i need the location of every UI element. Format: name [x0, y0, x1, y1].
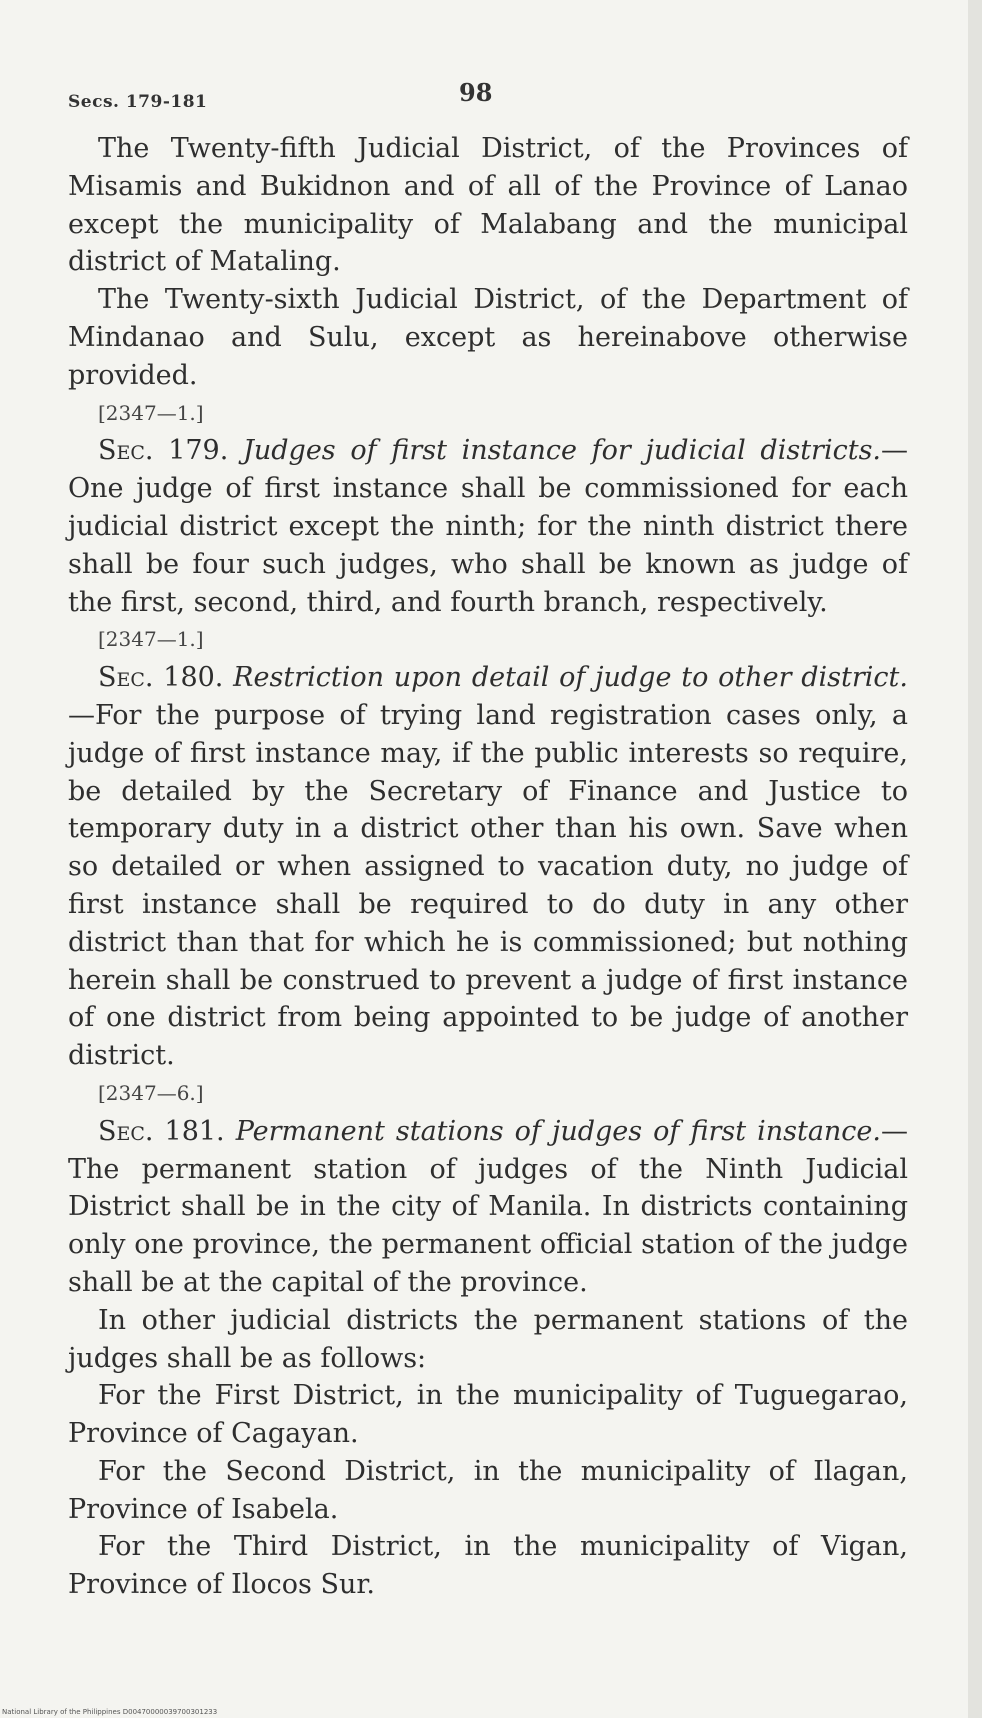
paragraph-twenty-sixth-district: The Twenty-sixth Judicial District, of the Department of Mindanao and Sulu, except as hereinabove otherwise provided. [68, 284, 908, 391]
paragraph-other-districts: In other judicial districts the permanent stations of the judges shall be as follows: [68, 1304, 908, 1374]
section-181 [68, 1113, 908, 1302]
section-text: —One judge of first instance shall be commissioned for each judicial district except the ninth; for the ninth district there shall be four such judges, who shall be known as judge of the first, second, third, and fourth branch, respectively. [68, 435, 909, 618]
paragraph-first-district: For the First District, in the municipality of Tuguegarao, Province of Cagayan. [68, 1380, 908, 1450]
running-head: Secs. 179-181 [68, 92, 208, 112]
section-180 [68, 659, 908, 1075]
section-179 [68, 432, 908, 621]
scan-credit: National Library of the Philippines D00470000039700301233 [2, 1708, 218, 1716]
page-body [68, 130, 908, 1604]
page-number: 98 [459, 78, 493, 107]
section-heading: Judges of first instance for judicial districts. [243, 435, 882, 467]
section-text: —For the purpose of trying land registration cases only, a judge of first instance may, if the public interests so require, be detailed by the Secretary of Finance and Justice to temporary duty in a district other than his own. Save when so detailed or when assigned to vacation duty, no judge of first instance shall be required to do duty in any other district than that for which he is commissioned; but nothing herein shall be construed to prevent a judge of first instance of one district from being appointed to be judge of another district. [68, 699, 908, 1072]
citation-reference: [2347—1.] [98, 627, 204, 652]
scan-edge [968, 0, 982, 1718]
section-text: —The permanent station of judges of the Ninth Judicial District shall be in the city of Manila. In districts containing only one province, the permanent official station of the judge shall be at the capital of the province. [68, 1115, 908, 1298]
citation-reference: [2347—6.] [98, 1080, 204, 1105]
paragraph-second-district: For the Second District, in the municipality of Ilagan, Province of Isabela. [68, 1455, 908, 1525]
paragraph-twenty-fifth-district: The Twenty-fifth Judicial District, of the Provinces of Misamis and Bukidnon and of all of the Province of Lanao except the municipality of Malabang and the municipal district of Mataling. [68, 133, 908, 278]
citation-reference: [2347—1.] [98, 400, 204, 425]
section-label: Sec. 180. [98, 662, 224, 694]
section-heading: Permanent stations of judges of first instance. [235, 1115, 881, 1147]
page-header [0, 70, 982, 120]
section-heading: Restriction upon detail of judge to other district. [233, 662, 908, 694]
section-label: Sec. 179. [98, 435, 229, 467]
paragraph-third-district: For the Third District, in the municipality of Vigan, Province of Ilocos Sur. [68, 1531, 908, 1601]
section-label: Sec. 181. [98, 1115, 225, 1147]
